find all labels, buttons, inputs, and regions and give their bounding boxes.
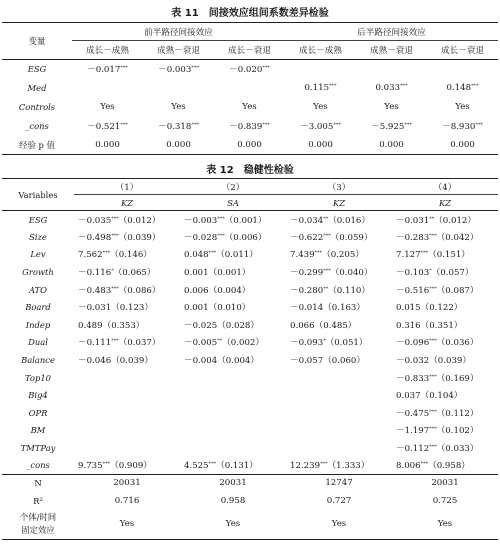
table12-row-label: OPR: [28, 407, 48, 418]
table11-cell: [285, 60, 356, 79]
table11-cell: 0.115***: [304, 83, 337, 93]
table11-cell: －5.925***: [371, 122, 412, 132]
table12-col-number: （4）: [392, 179, 498, 195]
table11-cell: －0.318***: [158, 122, 199, 132]
table11-cell: 0.000: [379, 139, 404, 150]
table12-row-label: Dual: [28, 337, 48, 348]
table12-cell: 12.239***（1.333）: [290, 461, 370, 472]
table11-row: [2, 117, 498, 136]
table12-n-value: 20031: [113, 478, 141, 489]
table12-cell: －0.283***（0.042）: [396, 232, 479, 243]
table11-cell: 0.000: [450, 139, 475, 150]
table11-row: [2, 60, 498, 79]
table12-cell: －0.116*（0.065）: [78, 268, 156, 279]
table12-row: [2, 457, 498, 475]
table12-cell: [74, 386, 180, 404]
table12-cell: 7.562***（0.146）: [78, 250, 152, 261]
table12-row: [2, 404, 498, 422]
table12-row: [2, 281, 498, 299]
table11-cell: Yes: [455, 102, 470, 112]
table12-row-label: Top10: [25, 372, 51, 383]
table11-body: [2, 60, 498, 155]
table12-col-dependent: KZ: [332, 197, 346, 208]
table12-col-number: （1）: [74, 179, 180, 195]
table12-fe-value: Yes: [119, 519, 135, 530]
table12-row: [2, 246, 498, 264]
table12-cell: －0.003***（0.001）: [184, 215, 267, 226]
table11-var-header: 变量: [2, 23, 72, 60]
table11-subheader: 成长－成熟: [299, 46, 342, 56]
table12-cell: －0.103*（0.057）: [396, 268, 474, 279]
table11-row: [2, 98, 498, 117]
table12-cell: －1.197***（0.102）: [396, 426, 479, 437]
table12-cell: －0.483***（0.086）: [78, 285, 161, 296]
table12-cell: [180, 439, 286, 457]
table12-cell: －0.031**（0.012）: [396, 215, 476, 226]
table11-cell: 0.000: [95, 139, 120, 150]
table11-cell: －3.005***: [300, 122, 341, 132]
table12-fe-value: Yes: [437, 519, 453, 530]
table12-col-dependent: KZ: [438, 197, 452, 208]
table12-row-label: BM: [30, 425, 46, 436]
table11-cell: [143, 79, 214, 98]
table12-row-label: Indep: [25, 319, 51, 330]
table12-cell: [286, 386, 392, 404]
table11-cell: －0.017***: [87, 65, 128, 76]
table12-caption: [0, 161, 500, 176]
table12-fe-label-line1: 个体/时间: [19, 512, 57, 523]
table11-subheader: 成长－衰退: [228, 46, 271, 56]
table12-n-value: 20031: [431, 478, 459, 489]
table12-cell: [286, 439, 392, 457]
table11-caption: [0, 4, 500, 19]
table11-cell: 0.000: [237, 139, 262, 150]
table12-row: [2, 439, 498, 457]
table11-subheader: 成长－衰退: [441, 46, 484, 56]
table12-cell: －0.112***（0.033）: [396, 444, 479, 455]
table11-cell: [427, 60, 498, 79]
table11-cell: Yes: [313, 102, 328, 112]
table11-subheader: 成熟－衰退: [157, 46, 200, 56]
table12-var-header: Variables: [2, 179, 74, 211]
table11-cell: 0.000: [308, 139, 333, 150]
table12-cell: －0.004（0.004）: [184, 356, 259, 367]
table12-cell: 0.015（0.122）: [396, 303, 463, 314]
table12-row-label: Size: [29, 231, 47, 242]
table11-title: 间接效应组间系数差异检验: [208, 8, 329, 19]
table12-title: 稳健性检验: [243, 165, 294, 176]
table12-cell: 8.006***（0.958）: [396, 461, 470, 472]
table11-cell: －0.521***: [87, 122, 128, 132]
table12-col-dependent: SA: [227, 197, 239, 208]
table12-fe-label-line2: 固定效应: [21, 525, 55, 536]
table12-row-label: Board: [25, 302, 51, 313]
table11-cell: [214, 79, 285, 98]
table11-row: [2, 79, 498, 98]
table11-cell: 0.000: [166, 139, 191, 150]
table12-cell: 9.735***（0.909）: [78, 461, 152, 472]
table12-cell: [286, 369, 392, 387]
table12-cell: 0.489（0.353）: [78, 320, 145, 331]
table12-r2-label: R²: [33, 495, 43, 506]
table12-row: [2, 334, 498, 352]
table12-r2-value: 0.958: [220, 495, 246, 506]
table12-row: [2, 298, 498, 316]
table12-row-label: ATO: [28, 284, 48, 295]
table12-cell: －0.046（0.039）: [78, 356, 153, 367]
table12-row-label: TMTPay: [20, 443, 56, 454]
table12-row-label: Balance: [21, 355, 55, 366]
table12-row-label: _cons: [26, 460, 50, 471]
table12-cell: －0.093*（0.051）: [290, 338, 368, 349]
table11: [2, 22, 498, 155]
table11-cell: 0.148***: [446, 83, 479, 93]
table12-cell: －0.622***（0.059）: [290, 232, 373, 243]
table11-row-label: Med: [27, 83, 47, 93]
table12-cell: －0.005**（0.002）: [184, 338, 264, 349]
table12-cell: [74, 369, 180, 387]
table11-cell: －0.020***: [229, 65, 270, 76]
table12-cell: 0.006（0.004）: [184, 285, 251, 296]
table12-n-value: 12747: [325, 478, 353, 489]
table12-cell: [180, 422, 286, 440]
table12-fe-value: Yes: [225, 519, 241, 530]
table12-row-label: ESG: [28, 214, 48, 225]
table12-r2-value: 0.727: [326, 495, 352, 506]
table11-cell: [72, 79, 143, 98]
table12-cell: [286, 422, 392, 440]
table12-cell: －0.498***（0.039）: [78, 232, 161, 243]
table12-n-label: N: [34, 478, 42, 489]
table12-cell: [180, 369, 286, 387]
table12-row: [2, 386, 498, 404]
table12-cell: [74, 422, 180, 440]
table11-cell: [356, 60, 427, 79]
table11-row-label: 经验 p 值: [19, 139, 55, 150]
table11-cell: Yes: [171, 102, 186, 112]
table12-cell: －0.057（0.060）: [290, 356, 365, 367]
table11-cell: －0.839***: [229, 122, 270, 132]
table11-cell: －0.003***: [158, 65, 199, 76]
table12-col-number: （2）: [180, 179, 286, 195]
table12-cell: －0.014（0.163）: [290, 303, 365, 314]
table12-cell: －0.111***（0.037）: [78, 338, 161, 349]
table11-cell: Yes: [242, 102, 257, 112]
table12-row-label: Lev: [30, 249, 46, 260]
table11-cell: Yes: [100, 102, 115, 112]
table12-row: [2, 228, 498, 246]
table12-cell: 0.001（0.001）: [184, 268, 251, 279]
table11-row: [2, 136, 498, 155]
table12-row-label: Big4: [28, 390, 48, 401]
table12-cell: －0.516***（0.087）: [396, 285, 479, 296]
table12-number: 表 12: [206, 165, 234, 176]
table12-row: [2, 211, 498, 229]
table12-cell: －0.833***（0.169）: [396, 373, 479, 384]
table12-cell: [180, 386, 286, 404]
table12-row: [2, 369, 498, 387]
table11-cell: －8.930***: [442, 122, 483, 132]
table12-col-number: （3）: [286, 179, 392, 195]
table12-cell: －0.028***（0.006）: [184, 232, 267, 243]
table11-number: 表 11: [171, 8, 199, 19]
table11-cell: Yes: [384, 102, 399, 112]
table12-cell: －0.031（0.123）: [78, 303, 153, 314]
table11-row-label: ESG: [27, 64, 47, 75]
table12-cell: 0.048***（0.011）: [184, 250, 258, 261]
table12-body: [2, 211, 498, 475]
table12-cell: 7.439***（0.205）: [290, 250, 364, 261]
table12-cell: －0.280**（0.110）: [290, 285, 370, 296]
table12-cell: [180, 404, 286, 422]
table12-cell: －0.475***（0.112）: [396, 408, 479, 419]
table11-group-back: 后半路径间接效应: [285, 23, 498, 41]
table11-row-label: Controls: [18, 102, 56, 112]
table12-row: [2, 351, 498, 369]
table12-cell: 7.127***（0.151）: [396, 250, 470, 261]
table12-cell: －0.025（0.028）: [184, 320, 259, 331]
table12-cell: [74, 404, 180, 422]
table12-row-label: Growth: [22, 267, 54, 278]
table12-cell: 4.525***（0.131）: [184, 461, 258, 472]
table12-cell: 0.037（0.104）: [396, 391, 463, 402]
table11-cell: 0.033***: [375, 83, 408, 93]
table12-cell: [74, 439, 180, 457]
table12-col-dependent: KZ: [120, 197, 134, 208]
table12-row: [2, 422, 498, 440]
table12-fe-label: [2, 509, 74, 539]
table11-row-label: _cons: [25, 121, 49, 131]
table12-cell: 0.316（0.351）: [396, 320, 463, 331]
table12-cell: －0.096***（0.036）: [396, 338, 479, 349]
table11-group-front: 前半路径间接效应: [72, 23, 285, 41]
table12-r2-value: 0.725: [432, 495, 458, 506]
table11-subheader: 成熟－衰退: [370, 46, 413, 56]
table12-cell: [286, 404, 392, 422]
table11-subheader: 成长－成熟: [86, 46, 129, 56]
table12-row: [2, 263, 498, 281]
table12-n-value: 20031: [219, 478, 247, 489]
table12-row: [2, 316, 498, 334]
table12-cell: －0.034**（0.016）: [290, 215, 370, 226]
table12-cell: 0.001（0.010）: [184, 303, 251, 314]
table12-cell: －0.035***（0.012）: [78, 215, 161, 226]
table12-r2-value: 0.716: [114, 495, 140, 506]
table12-cell: －0.299***（0.040）: [290, 268, 373, 279]
table12-fe-value: Yes: [331, 519, 347, 530]
table12-cell: －0.032（0.039）: [396, 356, 471, 367]
table12-cell: 0.066（0.485）: [290, 320, 357, 331]
table12: [2, 178, 498, 540]
